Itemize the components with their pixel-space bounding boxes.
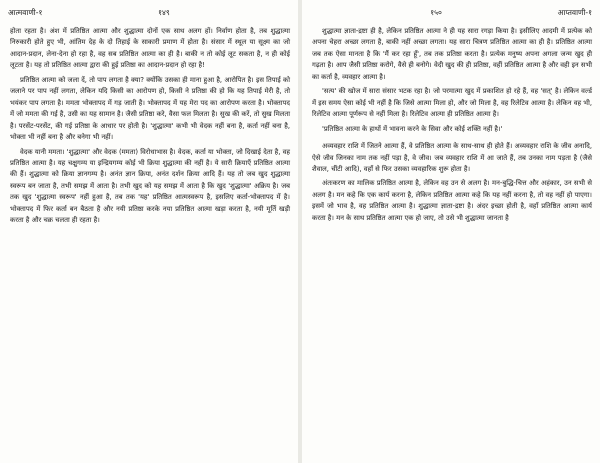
left-running-title: आत्मवाणी-१ xyxy=(8,8,43,17)
right-page-header xyxy=(310,6,592,20)
right-running-title: आप्तवाणी-१ xyxy=(557,8,592,17)
left-paragraph-1: होता रहता है। अंश में प्रतिष्ठित आत्मा और शुद्धात्मा दोनों एक साथ अलग हों। निर्वाण होता है, तब शुद्धात्मा निरुकारी होते हुए भी, आंतिम देह के दो तिहाई के साकारी प्रमाण में होता है। संसार में स्थूल या सूक्ष्म का जो आदान-प्रदान, लेना-देना हो रहा है, वह सब प्रतिष्ठित आत्मा का ही है। बाकी न तो कोई लूट सकता है, न ही कोई लूटता है। यह तो प्रतिष्ठित आत्मा द्वारा की हुई प्रतिष्ठा का आदान-प्रदान हो रहा है! xyxy=(10,27,290,70)
left-page-body xyxy=(10,26,290,461)
right-paragraph-1: शुद्धात्मा ज्ञाता-द्रष्टा ही है, लेकिन प्रतिष्ठित आत्मा ने ही यह सारा रगड़ा किया है। इसीलिए आदमी में प्रत्येक को अपना चेहरा अच्छा लगता है, बाकी नहीं अच्छा लगता। यह सारा चित्रण प्रतिष्ठित आत्मा का ही है। प्रतिष्ठित आत्मा जब तक ऐसा मानता है कि 'मैं कर रहा हूँ', तब तक प्रतिष्ठा करता है। प्रत्येक मनुष्य अपना अगला जन्म खुद ही गढ़ता है। आप जैसी प्रतिष्ठा करोगे, वैसे ही बनोगे। वेदी खुद की ही प्रतिष्ठा, वहीं प्रतिष्ठित आत्मा है और वही इन सभी का कर्ता है, व्यवहार आत्मा है। xyxy=(312,27,592,81)
left-page-number: १४९ xyxy=(158,8,170,17)
left-paragraph-2: प्रतिष्ठित आत्मा को जला दें, तो पाप लगता है क्या? क्योंकि उसका ही माना हुआ है, आरोपित है। इस तिपाई को जलाने पर पाप नहीं लगता, लेकिन यदि किसी का आरोपण हो, किसी ने प्रतिष्ठा की हो कि यह तिपाई मेरी है, तो भयंकर पाप लगता है। ममता भोक्तापद में गड़ जाती है। भोक्तापद में यह मेरा पद का आरोपण करता है। भोक्तापद में जो ममता की गई है, उसी का यह सामान है। जैसी प्रतिष्ठा करे, वैसा फल मिलता है। सुख की करें, तो सुख मिलता है। परसेंट-परसेंट, की गई प्रतिष्ठा के आधार पर होती है। 'शुद्धात्मा' कभी भी वेदक नहीं बना है, कर्ता नहीं बना है, भोक्ता भी नहीं बना है और बनेगा भी नहीं। xyxy=(10,75,290,142)
left-page xyxy=(0,0,298,463)
right-page xyxy=(302,0,600,463)
right-paragraph-4: अव्यवहार राशि में जितने आत्मा हैं, वे प्रतिष्ठित आत्मा के साथ-साथ ही होते हैं। अव्यवहार राशि के जीव अनादि, ऐसे जीव जिनका नाम तक नहीं पड़ा है, वे जीव। जब व्यवहार राशि में आ जाते हैं, तब उनका नाम पड़ता है (जैसे शैवाल, चींटी आदि), वहाँ से फिर उसका व्यवहारिक शुरू होता है। xyxy=(312,142,592,173)
left-page-header xyxy=(8,6,290,20)
right-quote: 'प्रतिष्ठित आत्मा के हाथों में भावना करने के सिवा और कोई शक्ति नहीं है।' xyxy=(322,124,503,133)
right-paragraph-5: अंतःकरण का मालिक प्रतिष्ठित आत्मा है, लेकिन वह उन से अलग है। मन-बुद्धि-चित्त और अहंकार, उन सभी से अलग है। मन कहे कि एक कार्य करना है, लेकिन प्रतिष्ठित आत्मा कहे कि यह नहीं करना है, तो वह नहीं हो पाएगा। इसमें जो भाव है, वह प्रतिष्ठित आत्मा है। शुद्धात्मा ज्ञाता-द्रष्टा है। अंदर इच्छा होती है, वहाँ प्रतिष्ठित आत्मा कार्य करता है। मन के साथ प्रतिष्ठित आत्मा एक हो जाए, तो उसे भी शुद्धात्मा जानता है xyxy=(312,179,592,222)
right-paragraph-2: 'सत्य' की खोज में सारा संसार भटक रहा है। जो परमात्मा खुद में प्रकाशित हो रहे हैं, वह 'सत्' है। लेकिन वर्ल्ड में इस समय ऐसा कोई भी नहीं है कि जिसे आत्मा मिला हो, और जो मिला है, वह रिलेटिव आत्मा है। लेकिन वह भी, रिलेटिव आत्मा पूर्णरूप से नहीं मिला है। रिलेटिव आत्मा ही प्रतिष्ठित आत्मा है। xyxy=(312,87,592,119)
left-paragraph-3: वेदक यानी ममता। 'शुद्धात्मा' और वेदक (ममता) विरोधाभास है। वेदक, कर्ता या भोक्ता, जो दिखाई देता है, वह प्रतिष्ठित आत्मा है। यह चक्षुगम्य या इन्द्रियगम्य कोई भी क्रिया शुद्धात्मा की नहीं है। ये सारी क्रियाएँ प्रतिष्ठित आत्मा की हैं। शुद्धात्मा को क्रिया ज्ञानगम्य है। अनंत ज्ञान क्रिया, अनंत दर्शन क्रिया आदि हैं। यह तो जब खुद शुद्धात्मा स्वरूप बन जाता है, तभी समझ में आता है। तभी खुद को यह समझ में आता है कि खुद 'शुद्धात्मा' अक्रिय है। जब तक खुद 'शुद्धात्मा स्वरूप' नहीं हुआ है, तब तक 'यह' प्रतिष्ठित आत्मस्वरूप है, इसलिए कर्ता-भोक्तापद में है। भोक्तापद में फिर कर्ता बन बैठता है और नयी प्रतिष्ठा करके नया प्रतिष्ठित आत्मा खड़ा करता है, नयी मूर्ति खड़ी करता है और चक्र चलता ही रहता है। xyxy=(10,147,290,225)
right-page-body xyxy=(312,26,592,461)
right-page-number: १५० xyxy=(430,8,442,17)
